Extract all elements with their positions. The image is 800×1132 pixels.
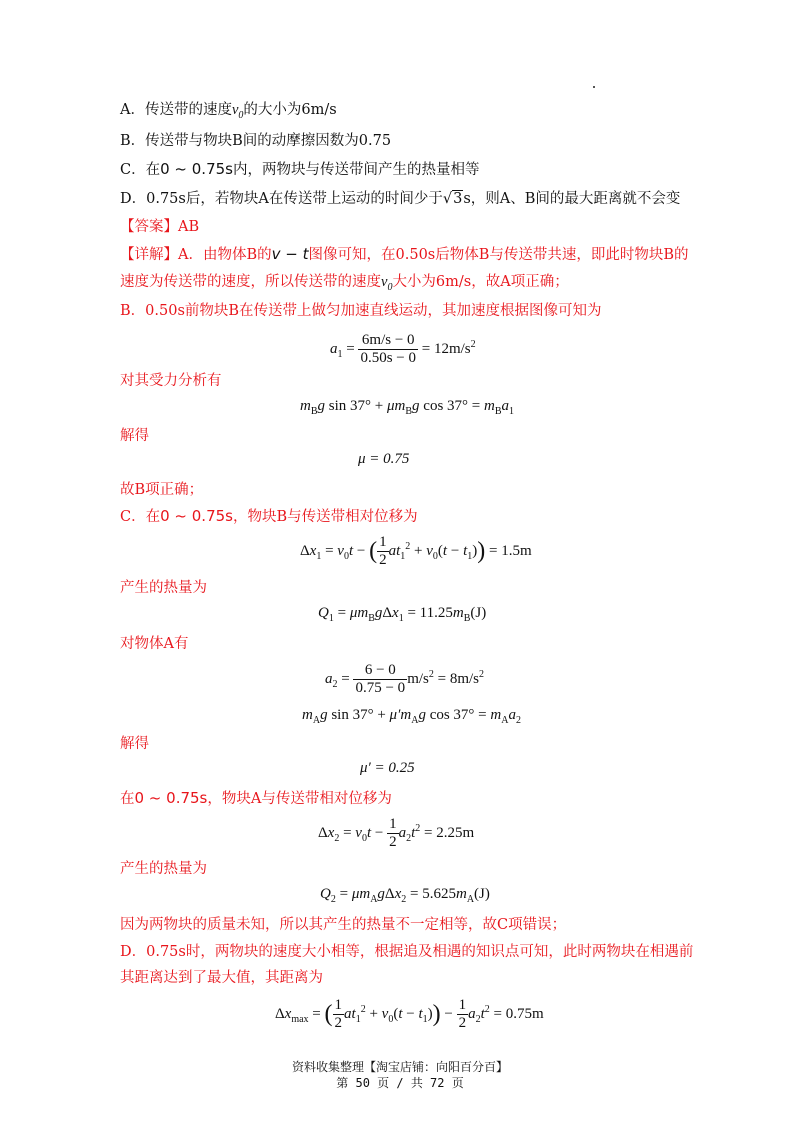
detail-l7-pre: C．在	[120, 509, 161, 525]
detail-line-9: 对物体A有	[120, 636, 189, 652]
option-a-text: A．传送带的速度	[120, 102, 232, 118]
detail-l2-tail: 大小为6m/s，故A项正确；	[392, 274, 569, 290]
footer-source: 资料收集整理【淘宝店铺：向阳百分百】	[291, 1060, 508, 1074]
stray-dot	[593, 86, 595, 88]
equation-heat-a: $Q_2 = \mu m_Ag\Delta x_2 = 5.625m_A(J)$	[320, 886, 490, 905]
equation-displacement-a: $\Delta x_2 = v_0t$ − $\frac{1}{2}$ $a_2t^2 = 2.25m$	[318, 816, 475, 850]
detail-line-1	[120, 244, 689, 265]
answer: 【答案】AB	[120, 219, 200, 235]
detail-line-2	[120, 272, 569, 298]
option-a-tail: 的大小为6m/s	[243, 102, 337, 118]
equation-acceleration-a: $a_2$ = $\frac{6 - 0}{0.75 - 0}$ $m/s^2 = 8m/s^2$	[325, 662, 485, 696]
vt-symbol: v − t	[271, 245, 309, 263]
footer-page-number: 第 50 页 / 共 72 页	[336, 1076, 464, 1090]
detail-line-10: 解得	[120, 736, 149, 752]
detail-line-15: 其距离达到了最大值，其距离为	[120, 970, 323, 986]
detail-line-12: 产生的热量为	[120, 861, 207, 877]
equation-heat-b: $Q_1 = \mu m_Bg\Delta x_1 = 11.25m_B(J)$	[318, 605, 487, 624]
equation-mu-prime: μ′ = 0.25	[360, 760, 415, 776]
detail-l11-tail: ，物块A与传送带相对位移为	[207, 791, 392, 807]
option-d	[120, 189, 680, 209]
detail-l2-pre: 速度为传送带的速度，所以传送带的速度	[120, 274, 381, 290]
equation-max-distance: $\Delta x_{max}$ = ( $\frac{1}{2}$ $at_1^2 + v_0(t - t_1)$) − $\frac{1}{2}$ $a_2t^2 = 0.75m$	[275, 997, 544, 1031]
option-a	[120, 100, 337, 126]
detail-l11-range: 0 ~ 0.75s	[134, 789, 208, 807]
detail-l1-tail: 图像可知，在0.50s后物体B与传送带共速，即此时物块B的	[308, 247, 689, 263]
detail-line-13: 因为两物块的质量未知，所以其产生的热量不一定相等，故C项错误；	[120, 917, 567, 933]
equation-displacement-b: $\Delta x_1 = v_0t$ − ( $\frac{1}{2}$ $at_1^2 + v_0(t - t_1)) = 1.5m$	[300, 534, 532, 568]
option-d-pre: D．0.75s后，若物块A在传送带上运动的时间少于	[120, 191, 443, 207]
detail-line-11	[120, 788, 392, 809]
sqrt-three: √3	[442, 191, 463, 207]
option-c-pre: C．在	[120, 162, 161, 178]
detail-line-14: D．0.75s时，两物块的速度大小相等，根据追及相遇的知识点可知，此时两物块在相遇前	[120, 944, 694, 960]
detail-line-6: 故B项正确；	[120, 482, 204, 498]
equation-force-a: $m_Ag$ $\sin 37^\circ + \mu'm_Ag$ $\cos 37^\circ = m_Aa_2$	[302, 707, 521, 726]
detail-l11-pre: 在	[120, 791, 135, 807]
equation-acceleration-b: $a_1$ = $\frac{6m/s - 0}{0.50s - 0}$ = $12m/s^2$	[330, 332, 476, 366]
detail-l7-range: 0 ~ 0.75s	[160, 507, 233, 525]
equation-mu: μ = 0.75	[358, 451, 410, 467]
option-d-unit: s	[463, 191, 471, 207]
option-c-range: 0 ~ 0.75s	[160, 160, 233, 178]
option-a-var: $v_0$	[231, 102, 244, 121]
detail-line-7	[120, 506, 418, 527]
detail-line-3: B．0.50s前物块B在传送带上做匀加速直线运动，其加速度根据图像可知为	[120, 303, 602, 319]
detail-line-4: 对其受力分析有	[120, 373, 222, 389]
detail-l7-tail: ，物块B与传送带相对位移为	[232, 509, 418, 525]
detail-l1-pre: 【详解】A．由物体B的	[120, 247, 272, 263]
detail-line-8: 产生的热量为	[120, 580, 207, 596]
v0-symbol: $v_0$	[381, 274, 393, 293]
option-d-tail: ，则A、B间的最大距离就不会变	[470, 191, 681, 207]
detail-line-5: 解得	[120, 428, 149, 444]
option-c	[120, 159, 479, 180]
option-c-tail: 内，两物块与传送带间产生的热量相等	[232, 162, 480, 178]
equation-force-b: $m_Bg$ $\sin 37^\circ + \mu m_Bg$ $\cos 37^\circ = m_Ba_1$	[300, 398, 514, 417]
option-b: B．传送带与物块B间的动摩擦因数为0.75	[120, 133, 392, 149]
